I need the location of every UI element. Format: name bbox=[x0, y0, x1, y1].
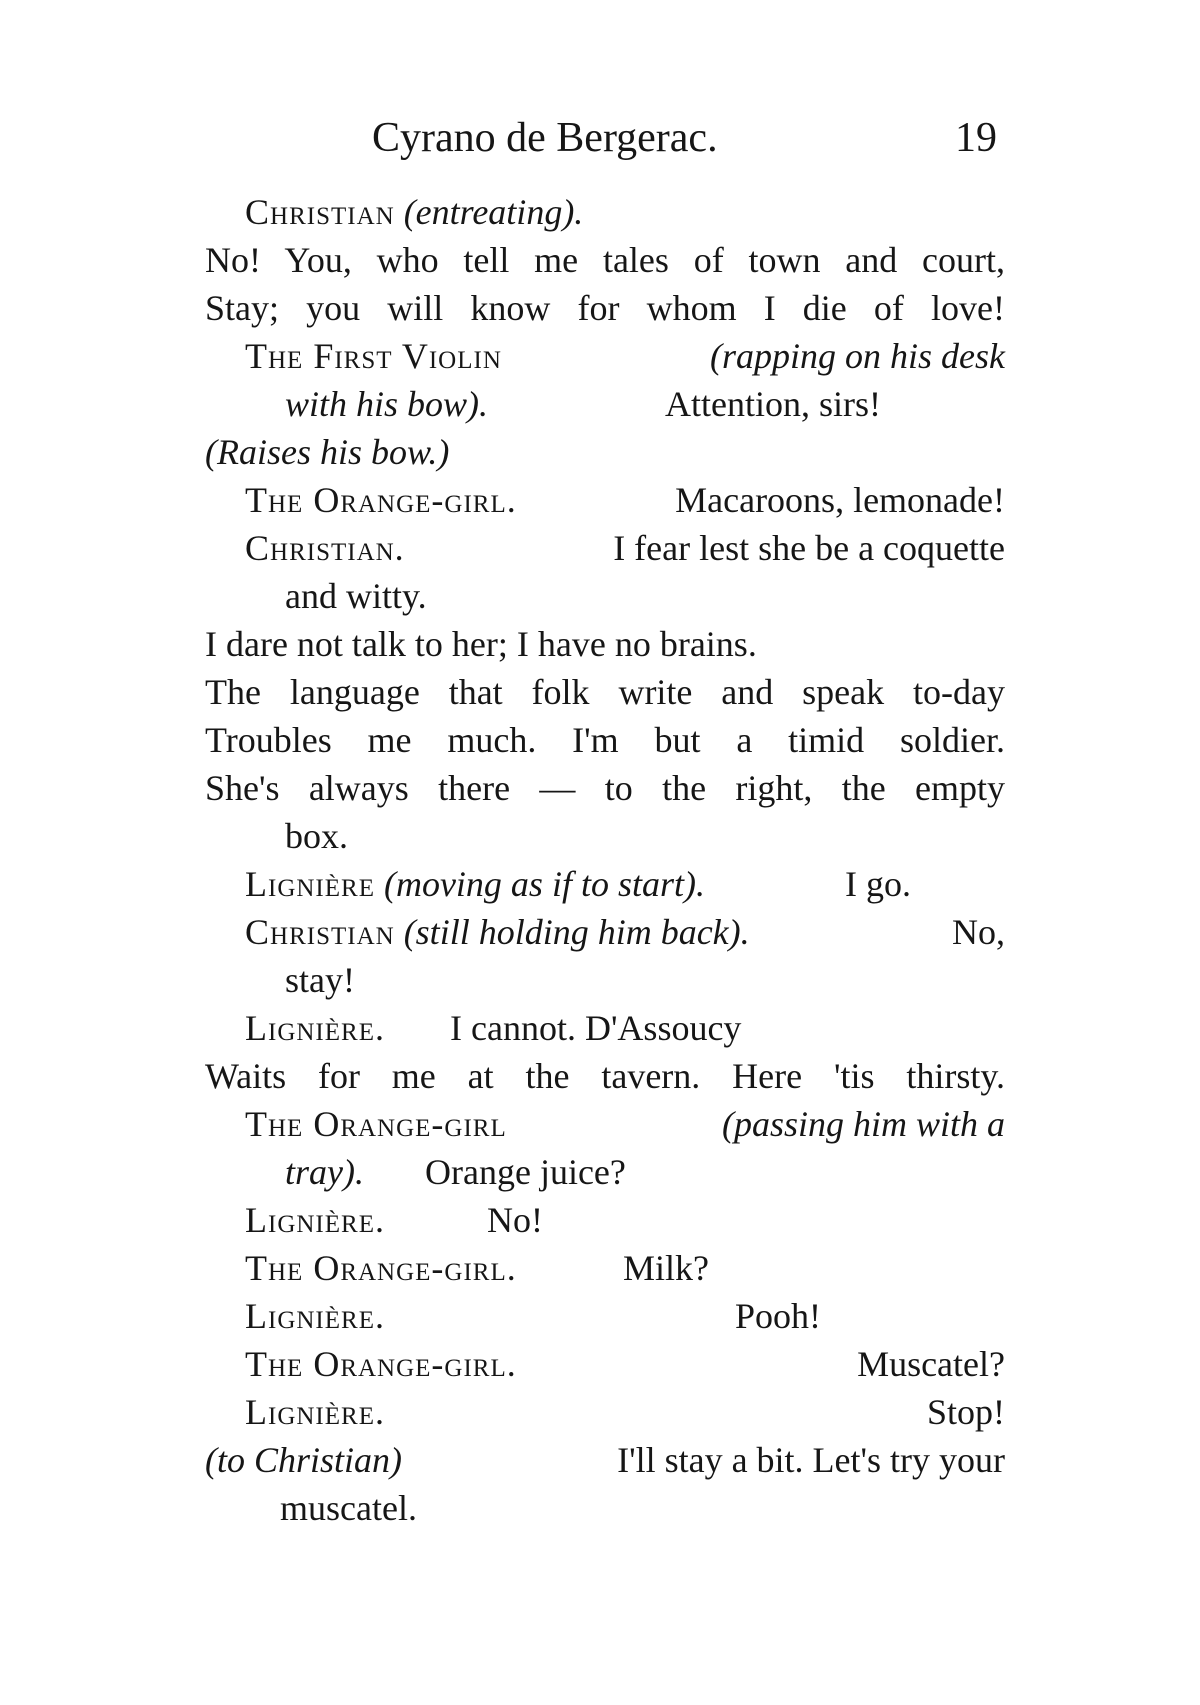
stage-direction: (entreating). bbox=[403, 192, 584, 232]
text-line bbox=[285, 1148, 1005, 1196]
speaker-name: Christian. bbox=[245, 528, 405, 568]
verse-line: muscatel. bbox=[280, 1488, 417, 1528]
dialogue-text: No, bbox=[952, 912, 1005, 952]
text-line bbox=[245, 1100, 1005, 1148]
speaker-name: The Orange-girl bbox=[245, 1104, 507, 1144]
speaker-name: Lignière. bbox=[245, 1392, 385, 1432]
text-line bbox=[205, 428, 1005, 476]
verse-line: box. bbox=[285, 816, 348, 856]
verse-line: No! You, who tell me tales of town and court, bbox=[205, 240, 1005, 280]
verse-line: Stay; you will know for whom I die of love! bbox=[205, 288, 1005, 328]
text-line bbox=[245, 860, 1005, 908]
text-line bbox=[245, 1196, 1005, 1244]
speaker-name: The First Violin bbox=[245, 336, 502, 376]
verse-line: and witty. bbox=[285, 576, 427, 616]
dialogue-text: Milk? bbox=[623, 1248, 709, 1288]
text-line bbox=[285, 380, 1005, 428]
stage-direction: tray). bbox=[285, 1152, 364, 1192]
text-line bbox=[245, 1388, 1005, 1436]
dialogue-text: I cannot. D'Assoucy bbox=[450, 1008, 742, 1048]
speaker-name: Christian bbox=[245, 192, 395, 232]
verse-line: I dare not talk to her; I have no brains. bbox=[205, 624, 757, 664]
page-number: 19 bbox=[955, 115, 997, 161]
speaker-name: Lignière. bbox=[245, 1008, 385, 1048]
text-line bbox=[245, 1292, 1005, 1340]
dialogue-text: I fear lest she be a coquette bbox=[613, 528, 1005, 568]
text-line bbox=[205, 1436, 1005, 1484]
dialogue-text: No! bbox=[487, 1200, 543, 1240]
verse-line: She's always there — to the right, the empty bbox=[205, 768, 1005, 808]
verse-line: stay! bbox=[285, 960, 355, 1000]
stage-direction: (passing him with a bbox=[721, 1104, 1005, 1144]
text-line bbox=[245, 524, 1005, 572]
dialogue-text: I'll stay a bit. Let's try your bbox=[617, 1440, 1005, 1480]
text-line bbox=[245, 1340, 1005, 1388]
speaker-name: The Orange-girl. bbox=[245, 1344, 517, 1384]
verse-line: Waits for me at the tavern. Here 'tis thirsty. bbox=[205, 1056, 1005, 1096]
text-line bbox=[245, 1244, 1005, 1292]
stage-direction: (still holding him back). bbox=[403, 912, 750, 952]
stage-direction: (rapping on his desk bbox=[710, 336, 1005, 376]
dialogue-text: Macaroons, lemonade! bbox=[675, 480, 1005, 520]
text-line bbox=[245, 1004, 1005, 1052]
speaker-name: The Orange-girl. bbox=[245, 480, 517, 520]
dialogue-text: Orange juice? bbox=[425, 1152, 626, 1192]
dialogue-text: Pooh! bbox=[735, 1296, 822, 1336]
speaker-name: Lignière. bbox=[245, 1296, 385, 1336]
stage-direction: (to Christian) bbox=[205, 1440, 403, 1480]
speaker-name: Lignière. bbox=[245, 1200, 385, 1240]
text-line bbox=[245, 476, 1005, 524]
text-line bbox=[245, 332, 1005, 380]
verse-line: Troubles me much. I'm but a timid soldier. bbox=[205, 720, 1005, 760]
speaker-name: Christian bbox=[245, 912, 395, 952]
speaker-name: Lignière bbox=[245, 864, 375, 904]
stage-direction: with his bow). bbox=[285, 384, 489, 424]
text-line bbox=[245, 188, 1005, 236]
running-title: Cyrano de Bergerac. bbox=[372, 115, 718, 161]
dialogue-text: I go. bbox=[845, 864, 911, 904]
speaker-name: The Orange-girl. bbox=[245, 1248, 517, 1288]
stage-direction: (moving as if to start). bbox=[383, 864, 705, 904]
stage-direction: (Raises his bow.) bbox=[205, 432, 450, 472]
dialogue-text: Attention, sirs! bbox=[665, 384, 881, 424]
dialogue-text: Stop! bbox=[926, 1392, 1005, 1432]
verse-line: The language that folk write and speak to-day bbox=[205, 672, 1005, 712]
dialogue-text: Muscatel? bbox=[857, 1344, 1005, 1384]
text-line bbox=[245, 908, 1005, 956]
